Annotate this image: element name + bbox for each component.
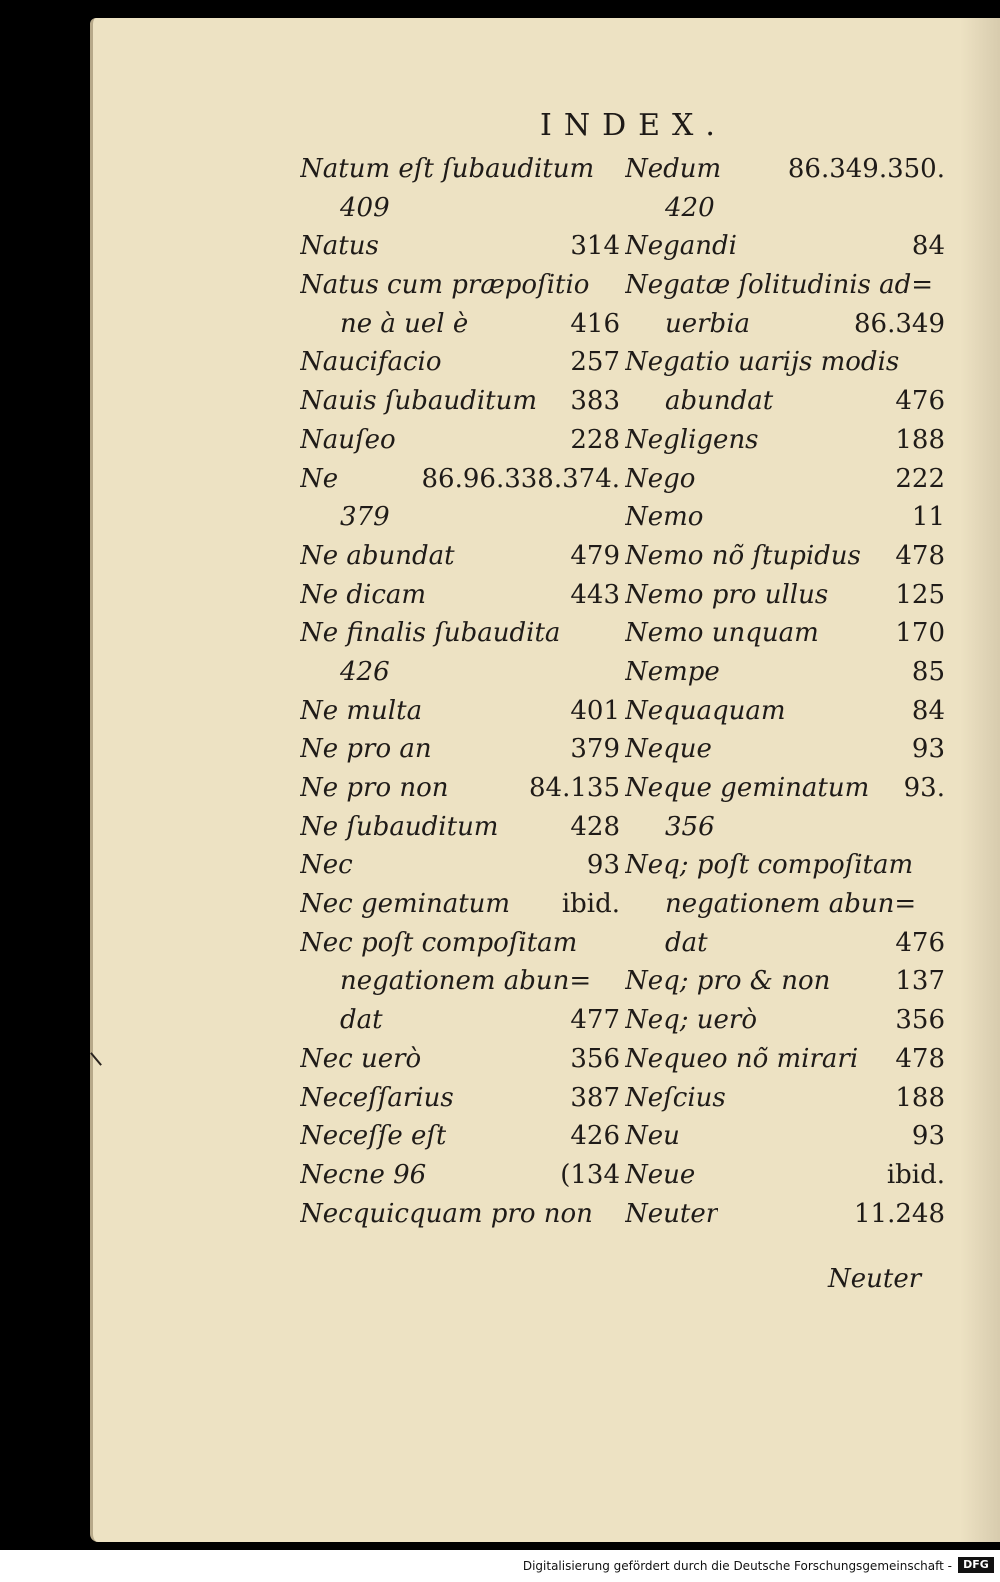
catchword: Neuter [828,1264,922,1294]
index-entry [625,1079,945,1118]
entry-term: Nauis ſubauditum [300,386,537,417]
entry-continuation-text: abundat [665,386,774,417]
index-entry [300,846,620,885]
entry-term: Nemo unquam [625,618,819,649]
index-entry [300,537,620,576]
entry-term: Ne ſubauditum [300,811,499,842]
entry-term: Neq; pro & non [625,966,831,997]
entry-term: Neque geminatum [625,773,870,803]
index-column-left [300,150,620,1233]
entry-term: Nequaquam [625,695,786,726]
entry-pages: 93 [911,1121,945,1152]
entry-pages: ibid. [886,1159,945,1190]
entry-pages: 257 [570,347,620,378]
entry-term: Nec [300,850,353,881]
index-entry-continuation [300,1001,620,1040]
entry-term: Nequeo nõ mirari [625,1043,859,1074]
index-entry [300,343,620,382]
entry-continuation-text: negationem abun= [340,966,592,997]
entry-pages: 11.248 [854,1198,945,1229]
entry-continuation-text: ne à uel è [340,308,469,339]
index-entry [300,1079,620,1118]
entry-continuation-text: uerbia [665,308,751,339]
entry-term: Nec geminatum [300,889,511,920]
entry-pages: (134 [560,1159,620,1190]
entry-pages: 379 [570,734,620,765]
index-entry-continuation [300,653,620,692]
entry-pages: 476 [895,927,945,958]
entry-pages: 416 [570,308,620,339]
entry-pages: 84.135 [529,773,620,803]
entry-term: Ne [300,463,339,494]
entry-pages: 86.349 [854,308,945,339]
entry-term: Ne pro an [300,734,432,765]
entry-term: Neceſſe eſt [300,1121,447,1152]
index-entry [625,537,945,576]
entry-pages: 222 [895,463,945,494]
index-entry [300,576,620,615]
entry-term: Nedum [625,154,722,184]
index-entry [300,1195,620,1234]
entry-term: Neu [625,1121,680,1152]
index-entry [625,1001,945,1040]
index-entry [625,498,945,537]
index-entry [300,1040,620,1079]
page-gutter-shadow [960,18,1000,1542]
entry-pages: 93 [911,734,945,765]
entry-pages: 11 [911,502,945,533]
entry-continuation-text: 420 [665,192,715,223]
index-entry [300,730,620,769]
entry-pages: 478 [895,540,945,571]
index-entry [300,808,620,847]
entry-pages: 137 [895,966,945,997]
entry-pages: 170 [895,618,945,649]
entry-pages: 125 [895,579,945,610]
entry-pages: 84 [911,231,945,262]
index-entry [625,614,945,653]
index-entry [300,692,620,731]
dfg-logo: DFG [958,1557,994,1573]
entry-term: Nempe [625,656,720,687]
entry-continuation-text: dat [665,927,708,958]
entry-pages: 383 [570,386,620,417]
index-entry [625,653,945,692]
page-heading: INDEX. [540,108,727,143]
entry-continuation-text: negationem abun= [665,889,917,920]
index-entry-continuation [625,808,945,847]
index-entry-continuation [300,498,620,537]
index-entry-continuation [625,189,945,228]
entry-pages: 228 [570,424,620,455]
entry-term: Ne pro non [300,773,449,803]
entry-term: Nec uerò [300,1043,422,1074]
entry-pages: 314 [570,231,620,262]
index-entry-continuation [300,305,620,344]
entry-term: Negandi [625,231,737,262]
entry-term: Necquicquam pro non [300,1198,593,1229]
index-column-right [625,150,945,1233]
index-entry [300,614,620,653]
index-entry [625,1156,945,1195]
index-entry [625,343,945,382]
entry-pages: 86.96.338.374. [421,463,620,494]
entry-pages: 84 [911,695,945,726]
index-entry [300,769,620,808]
entry-term: Neque [625,734,712,765]
index-entry-continuation [625,382,945,421]
entry-continuation-text: 379 [340,502,390,533]
entry-pages: 93 [586,850,620,881]
index-entry [625,692,945,731]
entry-continuation-text: 356 [665,811,715,842]
entry-pages: 356 [570,1043,620,1074]
entry-continuation-text: 409 [340,192,390,223]
index-entry [300,382,620,421]
index-entry [300,421,620,460]
entry-pages: 478 [895,1043,945,1074]
index-entry [300,1156,620,1195]
index-entry [625,1040,945,1079]
index-entry [300,924,620,963]
entry-term: Ne multa [300,695,423,726]
index-entry [625,266,945,305]
index-entry-continuation [300,962,620,1001]
entry-term: Negatio uarijs modis [625,347,900,378]
entry-pages: 477 [570,1005,620,1036]
entry-term: Natum eſt ſubauditum [300,154,595,184]
entry-term: Neue [625,1159,696,1190]
entry-pages: 401 [570,695,620,726]
index-entry [625,576,945,615]
entry-term: Negatæ ſolitudinis ad= [625,270,934,301]
entry-continuation-text: 426 [340,656,390,687]
entry-pages: 443 [570,579,620,610]
index-entry [625,460,945,499]
index-entry [625,227,945,266]
entry-term: Nemo pro ullus [625,579,829,610]
entry-term: Neuter [625,1198,719,1229]
digitization-footer [0,1550,1000,1582]
index-entry [625,150,945,189]
index-entry [300,460,620,499]
entry-pages: 188 [895,1082,945,1113]
index-entry-continuation [300,189,620,228]
index-entry [625,1117,945,1156]
entry-term: Neſcius [625,1082,726,1113]
entry-term: Nemo nõ ſtupidus [625,540,861,571]
entry-term: Natus cum præpoſitio [300,270,590,301]
funding-credit: Digitalisierung gefördert durch die Deutsche Forschungsgemeinschaft - [522,1559,952,1573]
index-entry-continuation [625,924,945,963]
entry-pages: 188 [895,424,945,455]
entry-pages: 479 [570,540,620,571]
index-entry [625,1195,945,1234]
entry-pages: 356 [895,1005,945,1036]
entry-pages: 476 [895,386,945,417]
index-entry-continuation [625,885,945,924]
entry-continuation-text: dat [340,1005,383,1036]
index-entry [300,150,620,189]
entry-term: Negligens [625,424,759,455]
index-entry [300,885,620,924]
entry-pages: 387 [570,1082,620,1113]
index-entry [300,1117,620,1156]
index-entry [300,266,620,305]
entry-pages: 86.349.350. [787,154,945,184]
index-entry [625,421,945,460]
entry-pages: 93. [903,773,945,803]
entry-term: Nec poſt compoſitam [300,927,578,958]
index-entry [300,227,620,266]
index-entry [625,730,945,769]
entry-term: Nemo [625,502,704,533]
entry-pages: 426 [570,1121,620,1152]
entry-term: Natus [300,231,379,262]
entry-term: Ne abundat [300,540,455,571]
entry-term: Ne dicam [300,579,427,610]
entry-term: Nauſeo [300,424,396,455]
entry-term: Neq; poſt compoſitam [625,850,914,881]
index-entry [625,769,945,808]
index-entry [625,962,945,1001]
index-entry [625,846,945,885]
entry-term: Neq; uerò [625,1005,758,1036]
entry-term: Necne 96 [300,1159,427,1190]
entry-term: Neceſſarius [300,1082,454,1113]
entry-term: Nego [625,463,696,494]
entry-term: Ne finalis ſubaudita [300,618,561,649]
index-entry-continuation [625,305,945,344]
entry-pages: 428 [570,811,620,842]
entry-term: Naucifacio [300,347,442,378]
entry-pages: ibid. [561,889,620,920]
entry-pages: 85 [911,656,945,687]
